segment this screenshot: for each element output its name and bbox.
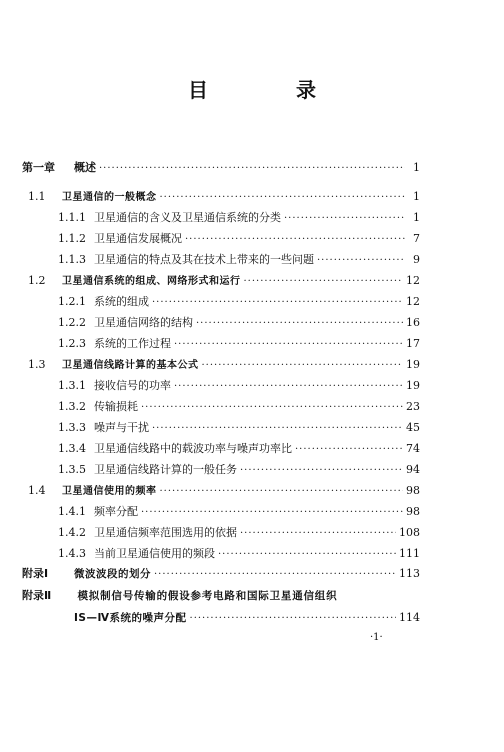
toc-entry-title: 系统的工作过程 [94,337,171,350]
toc-entry-page: 19 [406,358,420,371]
toc-entry-number: 1.1.1 [58,211,86,224]
dot-leader [160,484,404,500]
toc-entry-subsection [58,378,420,394]
toc-entry-title: 卫星通信的一般概念 [62,192,157,203]
dot-leader [154,567,396,583]
toc-entry-number: 1.3.3 [58,421,86,434]
toc-entry-subsection [58,399,420,415]
toc-entry-title: 噪声与干扰 [94,421,149,434]
dot-leader [185,232,405,248]
toc-entry-title: 频率分配 [94,505,138,518]
toc-entry-number: 1.3.4 [58,442,86,455]
toc-entry-page: 17 [406,337,420,350]
toc-entry-page: 98 [406,484,420,497]
toc-entry-title: 卫星通信网络的结构 [94,316,193,329]
toc-entry-chapter-1 [22,160,420,176]
toc-entry-appendix-1 [22,566,420,582]
toc-entry-page: 12 [406,295,420,308]
toc-entry-subsection [58,210,420,226]
page-title: 目 录 [188,78,350,102]
toc-entry-subsection [58,525,420,541]
dot-leader [99,161,405,177]
toc-entry-section [28,273,420,289]
toc-entry-page: 108 [399,526,420,539]
toc-entry-page: 16 [406,316,420,329]
toc-entry-number: 1.3.1 [58,379,86,392]
toc-entry-title: 卫星通信线路计算的基本公式 [62,360,199,371]
toc-entry-page: 74 [406,442,420,455]
toc-entry-title: 系统的组成 [94,295,149,308]
toc-entry-appendix-2-continued [74,610,420,626]
toc-entry-number: 1.4 [28,484,46,497]
toc-entry-number: 附录Ⅰ [22,567,49,580]
toc-entry-page: 113 [399,567,420,580]
toc-entry-title: 概述 [74,161,96,174]
dot-leader [295,442,403,458]
dot-leader [317,253,405,269]
toc-entry-page: 1 [413,161,420,174]
dot-leader [141,400,403,416]
toc-entry-subsection [58,504,420,520]
dot-leader [174,379,403,395]
dot-leader [174,337,403,353]
toc-entry-number: 1.4.1 [58,505,86,518]
dot-leader [196,316,403,332]
toc-entry-number: 1.4.2 [58,526,86,539]
toc-entry-page: 12 [406,274,420,287]
toc-entry-page: 19 [406,379,420,392]
toc-entry-number: 附录Ⅱ [22,589,52,602]
toc-entry-subsection [58,231,420,247]
toc-entry-title: 接收信号的功率 [94,379,171,392]
toc-entry-number: 1.1.2 [58,232,86,245]
dot-leader [202,358,404,374]
toc-entry-subsection [58,252,420,268]
toc-entry-section [28,189,420,205]
dot-leader [141,505,403,521]
toc-entry-title: 卫星通信的特点及其在技术上带来的一些问题 [94,253,314,266]
dot-leader [240,526,396,542]
toc-entry-title: 卫星通信线路计算的一般任务 [94,463,237,476]
dot-leader [240,463,403,479]
dot-leader [160,190,406,206]
toc-entry-subsection [58,420,420,436]
dot-leader [152,421,403,437]
toc-entry-title: 卫星通信发展概况 [94,232,182,245]
toc-entry-page: 114 [399,611,420,624]
dot-leader [284,211,405,227]
toc-entry-number: 1.1 [28,190,46,203]
toc-entry-number: 1.2.1 [58,295,86,308]
toc-entry-number: 1.3.5 [58,463,86,476]
toc-entry-title: 卫星通信使用的频率 [62,486,157,497]
toc-entry-number: 1.4.3 [58,547,86,560]
toc-entry-title: 传输损耗 [94,400,138,413]
toc-entry-page: 45 [406,421,420,434]
toc-entry-title: 卫星通信线路中的载波功率与噪声功率比 [94,442,292,455]
dot-leader [218,547,396,563]
toc-entry-number: 1.2.3 [58,337,86,350]
toc-entry-page: 23 [406,400,420,413]
toc-entry-subsection [58,546,420,562]
toc-entry-title: 卫星通信频率范围选用的依据 [94,526,237,539]
toc-entry-subsection [58,441,420,457]
toc-entry-title: 当前卫星通信使用的频段 [94,547,215,560]
toc-entry-title: 微波波段的划分 [74,568,151,580]
toc-entry-page: 111 [399,547,420,560]
toc-entry-subsection [58,336,420,352]
toc-entry-title-continued: IS—Ⅳ系统的噪声分配 [74,612,187,624]
toc-entry-page: 98 [406,505,420,518]
toc-entry-number: 1.2.2 [58,316,86,329]
toc-entry-appendix-2 [22,588,337,604]
page-folio: ·1· [370,632,383,643]
toc-entry-title: 卫星通信的含义及卫星通信系统的分类 [94,211,281,224]
toc-entry-page: 1 [413,211,420,224]
toc-entry-number: 第一章 [22,161,55,174]
toc-entry-subsection [58,294,420,310]
toc-entry-page: 94 [406,463,420,476]
toc-entry-page: 1 [413,190,420,203]
toc-entry-section [28,483,420,499]
toc-entry-title: 模拟制信号传输的假设参考电路和国际卫星通信组织 [77,590,338,602]
toc-entry-number: 1.2 [28,274,46,287]
toc-entry-section [28,357,420,373]
toc-entry-number: 1.3 [28,358,46,371]
toc-entry-number: 1.1.3 [58,253,86,266]
toc-entry-subsection [58,315,420,331]
dot-leader [152,295,403,311]
toc-entry-subsection [58,462,420,478]
toc-entry-page: 9 [413,253,420,266]
toc-entry-title: 卫星通信系统的组成、网络形式和运行 [62,276,241,287]
toc-entry-page: 7 [413,232,420,245]
dot-leader [190,611,396,627]
dot-leader [244,274,404,290]
toc-entry-number: 1.3.2 [58,400,86,413]
